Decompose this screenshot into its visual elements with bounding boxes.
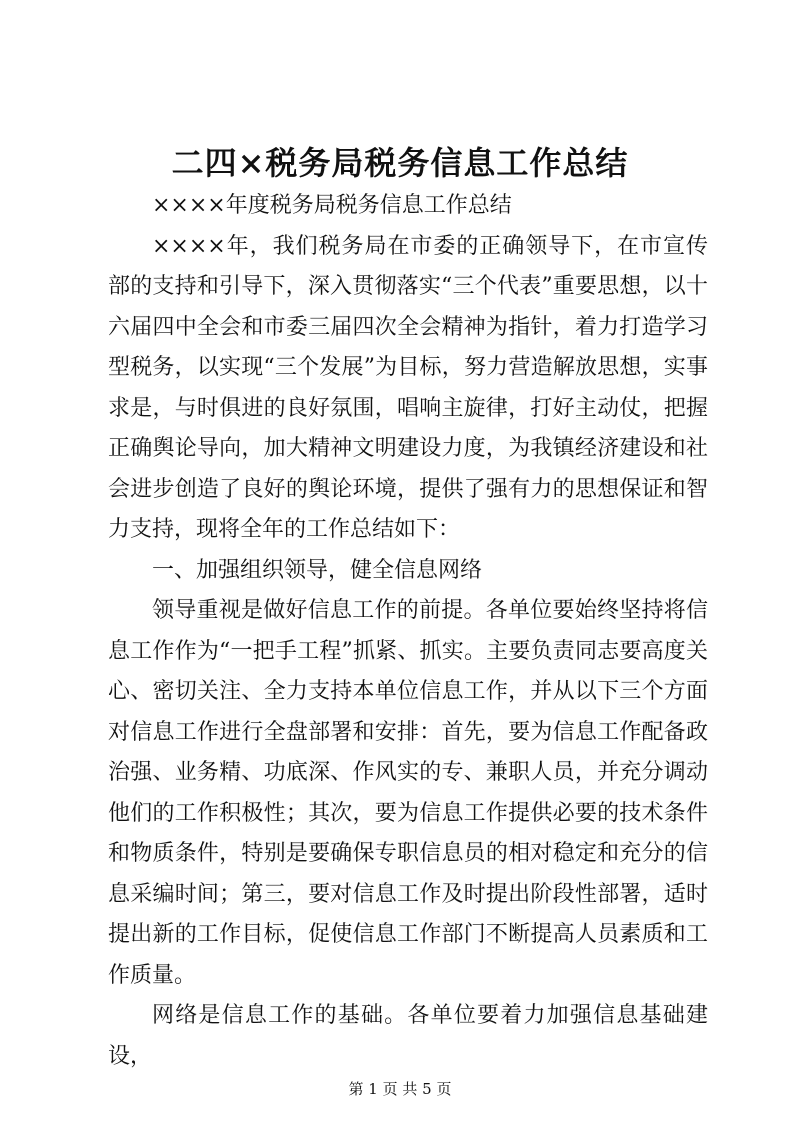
section-heading: 一、加强组织领导，健全信息网络	[152, 557, 483, 583]
subtitle-paragraph: ××××年度税务局税务信息工作总结	[152, 193, 512, 218]
page-footer: 第 1 页 共 5 页	[348, 1080, 452, 1098]
leadership-paragraph: 领导重视是做好信息工作的前提。各单位要始终坚持将信息工作作为“一把手工程”抓紧、抓实。主要负责同志要高度关心、密切关注、全力支持本单位信息工作，并从以下三个方面对信息工作进行全盘部署和安排：首先，要为信息工作配备政治强、业务精、功底深、作风实的专、兼职人员，并充分调动他们的工作积极性；其次，要为信息工作提供必要的技术条件和物质条件，特别是要确保专职信息员的相对稳定和充分的信息采编时间；第三，要对信息工作及时提出阶段性部署，适时提出新的工作目标，促使信息工作部门不断提高人员素质和工作质量。	[108, 598, 708, 988]
network-paragraph: 网络是信息工作的基础。各单位要着力加强信息基础建设，	[108, 1003, 708, 1069]
intro-paragraph: ××××年，我们税务局在市委的正确领导下，在市宣传部的支持和引导下，深入贯彻落实“三个代表”重要思想，以十六届四中全会和市委三届四次全会精神为指针，着力打造学习型税务，以实现“三个发展”为目标，努力营造解放思想，实事求是，与时俱进的良好氛围，唱响主旋律，打好主动仗，把握正确舆论导向，加大精神文明建设力度，为我镇经济建设和社会进步创造了良好的舆论环境，提供了强有力的思想保证和智力支持，现将全年的工作总结如下：	[108, 233, 708, 542]
document-body	[108, 186, 708, 1077]
document-title: 二四×税务局税务信息工作总结	[171, 144, 629, 182]
